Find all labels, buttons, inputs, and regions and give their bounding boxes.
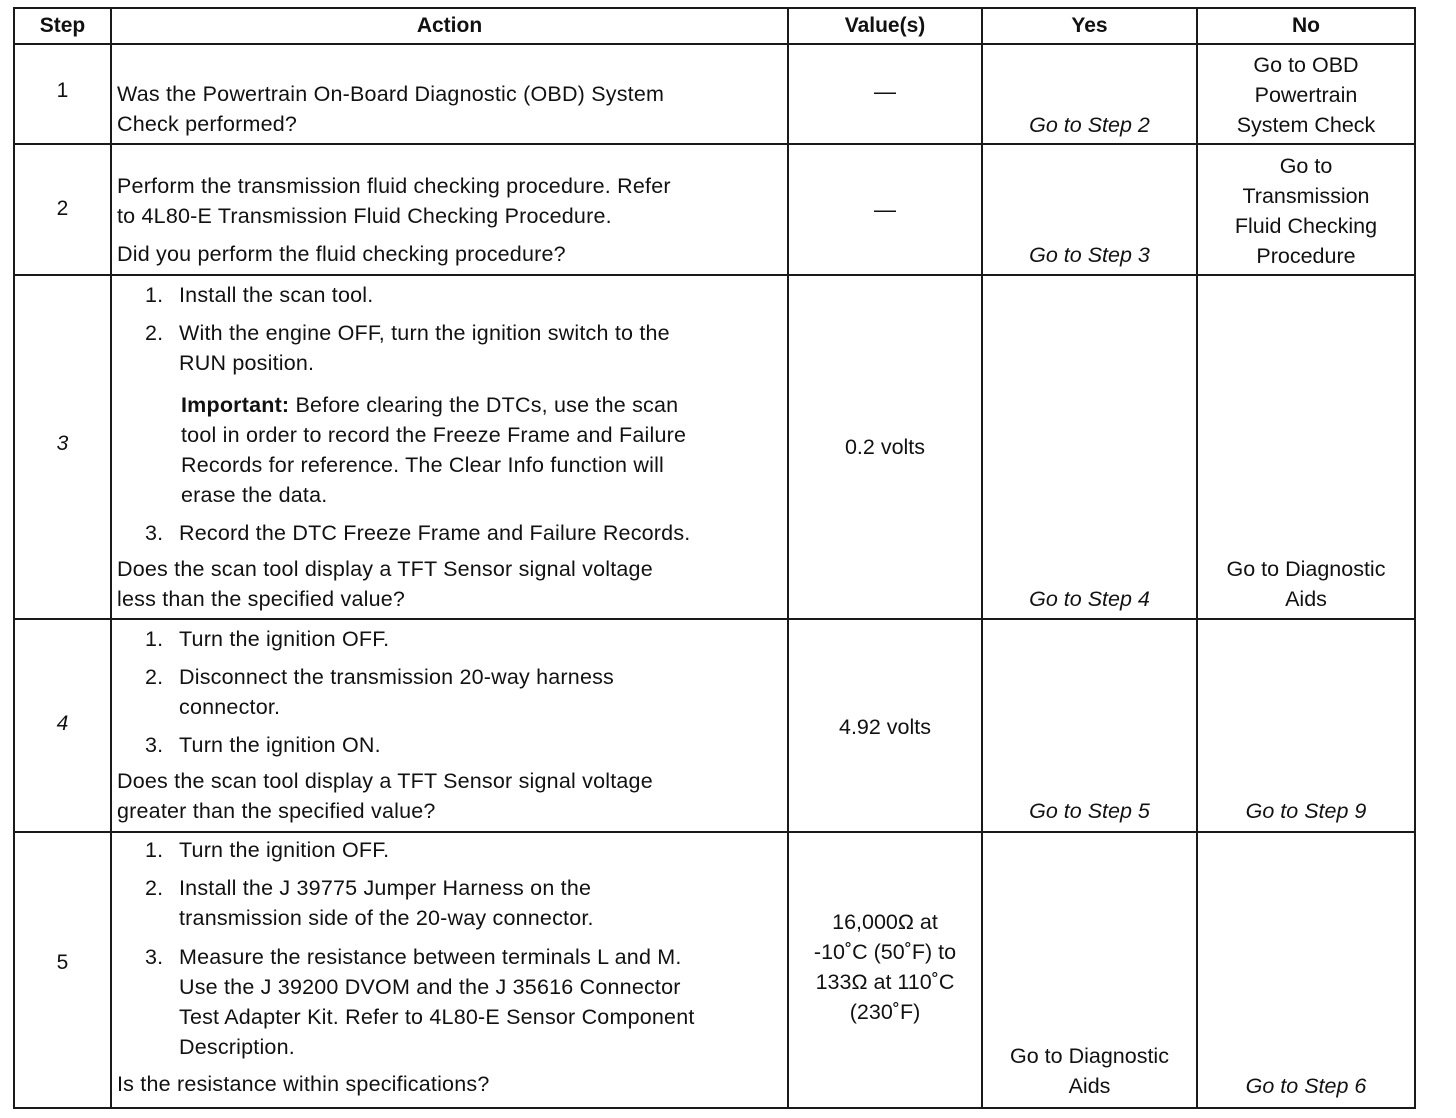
action-question: Does the scan tool display a TFT Sensor signal voltage greater than the specified value? bbox=[117, 769, 653, 823]
header-row bbox=[14, 8, 1415, 44]
no-go-to-step-9-link[interactable]: Go to Step 9 bbox=[1245, 799, 1367, 823]
table-row-step-1 bbox=[14, 44, 1415, 144]
header-yes: Yes bbox=[982, 8, 1197, 44]
important-note: Important: Before clearing the DTCs, use the scan tool in order to record the Freeze Frame and Failure Records for reference. The Clear Info function will erase the data. bbox=[181, 393, 687, 507]
no-go-to-fluid-checking-link[interactable]: Go to Transmission Fluid Checking Procedure bbox=[1234, 154, 1378, 268]
table-row-step-5 bbox=[14, 832, 1415, 1108]
no-go-to-diagnostic-aids-link[interactable]: Go to Diagnostic Aids bbox=[1226, 557, 1386, 611]
list-item: 2. Install the J 39775 Jumper Harness on the transmission side of the 20-way connector. bbox=[145, 876, 594, 930]
value-resistance-spec: 16,000Ω at -10˚C (50˚F) to 133Ω at 110˚C (230˚F) bbox=[813, 910, 957, 1024]
diagnostic-table bbox=[13, 7, 1416, 1109]
header-action: Action bbox=[111, 8, 788, 44]
yes-go-to-diagnostic-aids-link[interactable]: Go to Diagnostic Aids bbox=[1010, 1044, 1169, 1098]
no-go-to-obd-system-check-link[interactable]: Go to OBD Powertrain System Check bbox=[1236, 53, 1376, 137]
value-threshold: 4.92 volts bbox=[838, 715, 932, 739]
yes-go-to-step-2-link[interactable]: Go to Step 2 bbox=[1029, 113, 1150, 137]
value-dash: — bbox=[874, 197, 896, 222]
list-item: 3. Measure the resistance between terminals L and M. Use the J 39200 DVOM and the J 35616 Connector Test Adapter Kit. Refer to 4L80-E Sensor Component Description. bbox=[145, 945, 695, 1059]
table-row-step-3 bbox=[14, 275, 1415, 619]
table-row-step-2 bbox=[14, 144, 1415, 275]
action-text: Perform the transmission fluid checking procedure. Refer to 4L80-E Transmission Fluid Checking Procedure. bbox=[117, 174, 671, 228]
step-number: 4 bbox=[56, 712, 69, 735]
header-values: Value(s) bbox=[788, 8, 982, 44]
step-number: 3 bbox=[56, 432, 69, 455]
yes-go-to-step-3-link[interactable]: Go to Step 3 bbox=[1029, 243, 1150, 267]
table-row-step-4 bbox=[14, 619, 1415, 832]
action-text: Was the Powertrain On-Board Diagnostic (OBD) System Check performed? bbox=[117, 82, 665, 136]
value-threshold: 0.2 volts bbox=[844, 435, 926, 459]
no-go-to-step-6-link[interactable]: Go to Step 6 bbox=[1245, 1074, 1367, 1098]
header-no: No bbox=[1197, 8, 1415, 44]
yes-go-to-step-5-link[interactable]: Go to Step 5 bbox=[1029, 799, 1150, 823]
list-item: 1. Turn the ignition OFF. bbox=[145, 627, 390, 651]
step-number: 1 bbox=[56, 79, 69, 102]
value-dash: — bbox=[874, 79, 896, 104]
header-step: Step bbox=[14, 8, 111, 44]
list-item: 1. Install the scan tool. bbox=[145, 283, 374, 307]
list-item: 2. With the engine OFF, turn the ignition switch to the RUN position. bbox=[145, 321, 670, 375]
action-question: Is the resistance within specifications? bbox=[117, 1072, 490, 1096]
step-number: 5 bbox=[56, 951, 69, 974]
list-item: 3. Record the DTC Freeze Frame and Failure Records. bbox=[145, 521, 691, 545]
action-question: Does the scan tool display a TFT Sensor signal voltage less than the specified value? bbox=[117, 557, 653, 611]
action-question: Did you perform the fluid checking procedure? bbox=[117, 242, 566, 266]
yes-go-to-step-4-link[interactable]: Go to Step 4 bbox=[1029, 587, 1150, 611]
list-item: 3. Turn the ignition ON. bbox=[145, 733, 381, 757]
step-number: 2 bbox=[56, 197, 69, 220]
list-item: 1. Turn the ignition OFF. bbox=[145, 838, 390, 862]
list-item: 2. Disconnect the transmission 20-way harness connector. bbox=[145, 665, 615, 719]
